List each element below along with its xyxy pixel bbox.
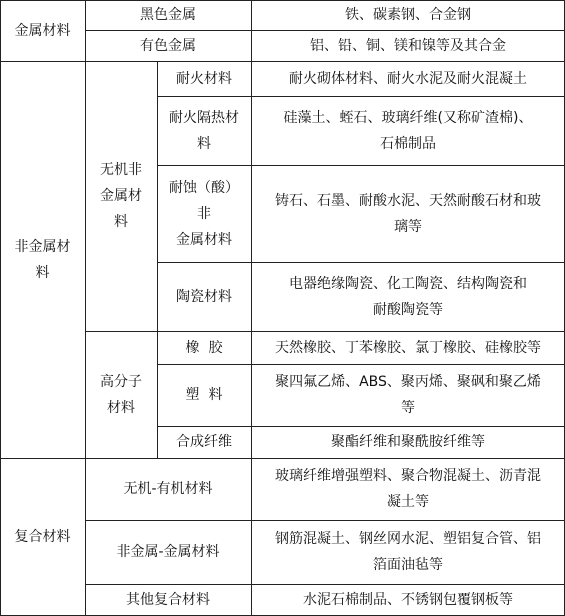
examples-text: 硅藻土、蛭石、玻璃纤维(又称矿渣棉)、 石棉制品 <box>283 109 533 152</box>
category-composite <box>0 458 85 616</box>
material-plastic <box>157 364 251 426</box>
examples-text: 铸石、石墨、耐酸水泥、天然耐酸石材和玻 璃等 <box>275 192 541 235</box>
examples-text: 铁、碳素钢、合金钢 <box>345 7 471 23</box>
examples-acid-resistant <box>251 165 565 262</box>
examples-other-composite <box>251 584 565 615</box>
material-name: 耐火材料 <box>176 70 232 87</box>
subcategory-nonferrous <box>85 30 251 61</box>
examples-inorganic-organic <box>251 458 565 520</box>
examples-text: 电器绝缘陶瓷、化工陶瓷、结构陶瓷和 耐酸陶瓷等 <box>289 275 527 318</box>
category-nonmetal <box>0 61 85 458</box>
examples-synthetic-fiber <box>251 426 565 458</box>
examples-plastic <box>251 364 565 426</box>
material-name: 塑 料 <box>185 387 223 403</box>
examples-text: 水泥石棉制品、不锈钢包覆钢板等 <box>303 591 513 608</box>
category-metal <box>0 0 85 61</box>
material-name: 耐火隔热材 料 <box>169 109 239 152</box>
material-name: 非金属-金属材料 <box>116 544 220 560</box>
examples-text: 耐火砌体材料、耐火水泥及耐火混凝土 <box>289 70 527 87</box>
material-name: 耐蚀（酸） 非 金属材料 <box>169 179 239 248</box>
material-acid-resistant <box>157 165 251 262</box>
material-name: 合成纤维 <box>176 434 232 450</box>
subcategory-inorganic-organic <box>85 458 251 520</box>
material-name: 无机-有机材料 <box>123 481 213 497</box>
examples-rubber <box>251 331 565 364</box>
material-name: 陶瓷材料 <box>176 288 232 305</box>
subcategory-ferrous <box>85 0 251 30</box>
subcategory-nonmetal-metal <box>85 520 251 584</box>
examples-insulation <box>251 96 565 165</box>
examples-ferrous <box>251 0 565 30</box>
examples-nonmetal-metal <box>251 520 565 584</box>
examples-text: 玻璃纤维增强塑料、聚合物混凝土、沥青混 凝土等 <box>275 468 541 510</box>
examples-nonferrous <box>251 30 565 61</box>
examples-text: 钢筋混凝土、钢丝网水泥、塑铝复合管、铝 箔面油毡等 <box>275 531 541 573</box>
examples-refractory <box>251 61 565 96</box>
group-label: 无机非 金属材 料 <box>100 162 142 230</box>
material-refractory <box>157 61 251 96</box>
material-ceramic <box>157 262 251 331</box>
material-name: 黑色金属 <box>140 7 196 23</box>
material-rubber <box>157 331 251 364</box>
material-name: 其他复合材料 <box>126 591 210 608</box>
examples-ceramic <box>251 262 565 331</box>
material-name: 有色金属 <box>140 37 196 54</box>
category-label: 复合材料 <box>14 529 71 545</box>
material-synthetic-fiber <box>157 426 251 458</box>
group-inorganic-nonmetal <box>85 61 157 331</box>
material-insulation <box>157 96 251 165</box>
category-label: 金属材料 <box>14 22 71 39</box>
subcategory-other-composite <box>85 584 251 615</box>
group-polymer <box>85 331 157 458</box>
category-label: 非金属材 料 <box>14 238 71 281</box>
material-name: 橡 胶 <box>185 339 223 356</box>
examples-text: 聚酯纤维和聚酰胺纤维等 <box>331 434 485 450</box>
group-label: 高分子 材料 <box>100 373 142 416</box>
examples-text: 聚四氟乙烯、ABS、聚丙烯、聚砜和聚乙烯 等 <box>275 374 541 416</box>
examples-text: 天然橡胶、丁苯橡胶、氯丁橡胶、硅橡胶等 <box>275 339 541 356</box>
examples-text: 铝、铅、铜、镁和镍等及其合金 <box>310 37 506 54</box>
